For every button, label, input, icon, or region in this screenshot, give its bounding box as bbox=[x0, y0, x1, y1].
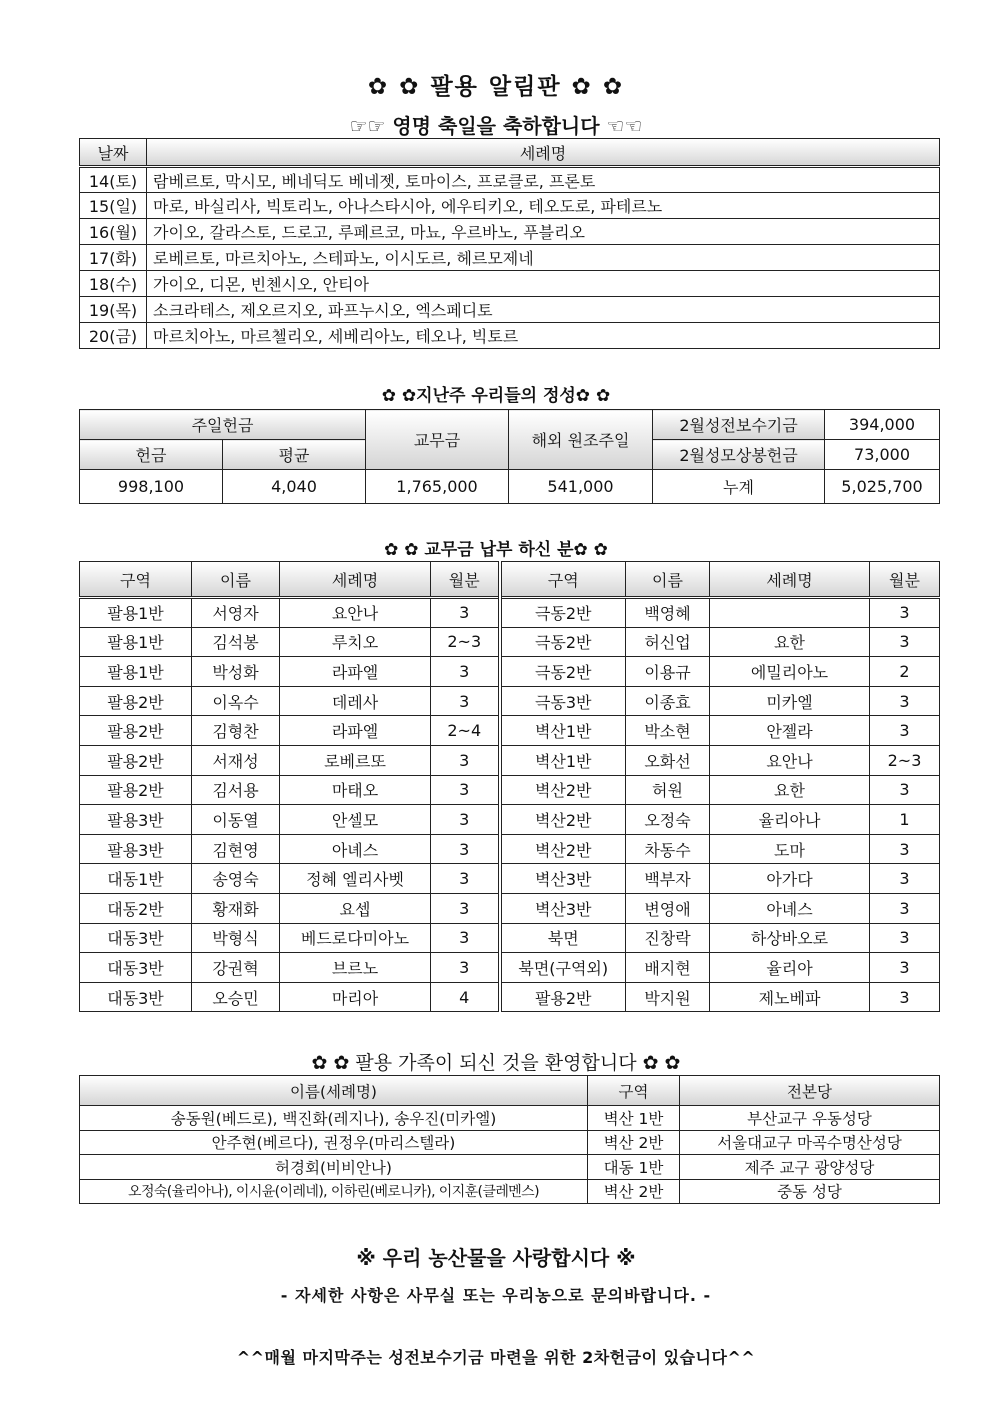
total-value: 5,025,700 bbox=[825, 470, 940, 504]
payer-name: 이용규 bbox=[626, 657, 710, 687]
payer-row bbox=[80, 775, 940, 805]
payer-row bbox=[80, 953, 940, 983]
payer-baptismal-name: 요안나 bbox=[710, 745, 870, 775]
payer-baptismal-name: 율리아 bbox=[710, 953, 870, 983]
payer-district: 팔용2반 bbox=[80, 745, 192, 775]
newcomer-names: 오정숙(율리아나), 이시윤(이레네), 이하린(베로니카), 이지훈(클레멘스) bbox=[80, 1179, 588, 1204]
payer-months: 2~3 bbox=[870, 745, 940, 775]
payer-district: 벽산2반 bbox=[500, 834, 626, 864]
notice-heading: ※ 우리 농산물을 사랑합시다 ※ bbox=[356, 1246, 636, 1270]
average-header: 평균 bbox=[223, 440, 366, 470]
payer-baptismal-name: 안셀모 bbox=[280, 805, 431, 835]
feast-row bbox=[80, 245, 940, 271]
notice-second-collection: ^^매월 마지막주는 성전보수기금 마련을 위한 2차헌금이 있습니다^^ bbox=[236, 1348, 756, 1367]
payer-name: 박소현 bbox=[626, 716, 710, 746]
feast-row bbox=[80, 323, 940, 349]
payer-months: 3 bbox=[431, 805, 500, 835]
payer-name: 김석봉 bbox=[192, 627, 280, 657]
payer-district: 대동2반 bbox=[80, 893, 192, 923]
payer-row bbox=[80, 627, 940, 657]
payers-header-5: 이름 bbox=[626, 562, 710, 598]
previous-parish: 서울대교구 마곡수명산성당 bbox=[680, 1130, 940, 1155]
average-value: 4,040 bbox=[223, 470, 366, 504]
payer-baptismal-name: 안젤라 bbox=[710, 716, 870, 746]
payer-months: 3 bbox=[870, 627, 940, 657]
payer-name: 김형찬 bbox=[192, 716, 280, 746]
payer-months: 2~3 bbox=[431, 627, 500, 657]
feast-names: 마르치아노, 마르첼리오, 세베리아노, 테오나, 빅토르 bbox=[147, 323, 940, 349]
payer-baptismal-name: 요한 bbox=[710, 627, 870, 657]
payer-row bbox=[80, 805, 940, 835]
payer-district: 팔용1반 bbox=[80, 627, 192, 657]
payer-row bbox=[80, 716, 940, 746]
baptismal-name-header: 세례명 bbox=[147, 139, 940, 167]
payer-months: 3 bbox=[870, 775, 940, 805]
welcome-row bbox=[80, 1106, 940, 1131]
payer-district: 대동1반 bbox=[80, 864, 192, 894]
payer-baptismal-name: 아녜스 bbox=[710, 893, 870, 923]
payer-months: 3 bbox=[870, 834, 940, 864]
payer-months: 3 bbox=[431, 923, 500, 953]
payer-baptismal-name: 베드로다미아노 bbox=[280, 923, 431, 953]
previous-parish: 부산교구 우동성당 bbox=[680, 1106, 940, 1131]
payer-months: 2 bbox=[870, 657, 940, 687]
payer-district: 극동2반 bbox=[500, 657, 626, 687]
payer-district: 팔용3반 bbox=[80, 805, 192, 835]
feast-names: 소크라테스, 제오르지오, 파프누시오, 엑스페디토 bbox=[147, 297, 940, 323]
payer-district: 벽산2반 bbox=[500, 805, 626, 835]
payer-baptismal-name: 정혜 엘리사벳 bbox=[280, 864, 431, 894]
payer-months: 3 bbox=[431, 686, 500, 716]
payer-baptismal-name: 하상바오로 bbox=[710, 923, 870, 953]
payer-name: 이옥수 bbox=[192, 686, 280, 716]
payer-months: 3 bbox=[431, 834, 500, 864]
payer-district: 팔용1반 bbox=[80, 598, 192, 628]
payer-row bbox=[80, 864, 940, 894]
payer-district: 벽산3반 bbox=[500, 864, 626, 894]
payer-baptismal-name: 도마 bbox=[710, 834, 870, 864]
payer-months: 3 bbox=[870, 982, 940, 1012]
payer-name: 박형식 bbox=[192, 923, 280, 953]
payer-months: 2~4 bbox=[431, 716, 500, 746]
offering-section-title: ✿ ✿지난주 우리들의 정성✿ ✿ bbox=[381, 386, 611, 406]
district-header: 구역 bbox=[588, 1076, 680, 1106]
payer-district: 대동3반 bbox=[80, 953, 192, 983]
payer-district: 극동2반 bbox=[500, 627, 626, 657]
payer-baptismal-name: 아가다 bbox=[710, 864, 870, 894]
payer-baptismal-name: 율리아나 bbox=[710, 805, 870, 835]
payer-district: 극동3반 bbox=[500, 686, 626, 716]
payer-district: 벽산1반 bbox=[500, 745, 626, 775]
payer-months: 1 bbox=[870, 805, 940, 835]
newcomer-district: 벽산 2반 bbox=[588, 1130, 680, 1155]
payer-months: 3 bbox=[431, 598, 500, 628]
feast-names: 가이오, 갈라스토, 드로고, 루페르코, 마뇨, 우르바노, 푸블리오 bbox=[147, 219, 940, 245]
parish-fee-header: 교무금 bbox=[366, 410, 509, 470]
payer-district: 북면 bbox=[500, 923, 626, 953]
payer-row bbox=[80, 923, 940, 953]
newcomer-names: 송동원(베드로), 백진화(레지나), 송우진(미카엘) bbox=[80, 1106, 588, 1131]
cash-header: 헌금 bbox=[80, 440, 223, 470]
feast-names: 마로, 바실리사, 빅토리노, 아나스타시아, 에우티키오, 테오도로, 파테르노 bbox=[147, 193, 940, 219]
offering-table bbox=[79, 409, 940, 504]
payer-district: 벽산1반 bbox=[500, 716, 626, 746]
payer-baptismal-name: 제노베파 bbox=[710, 982, 870, 1012]
payer-name: 변영애 bbox=[626, 893, 710, 923]
payer-name: 허신업 bbox=[626, 627, 710, 657]
payer-months: 3 bbox=[870, 953, 940, 983]
payer-months: 3 bbox=[431, 775, 500, 805]
date-header: 날짜 bbox=[80, 139, 147, 167]
payer-baptismal-name: 요한 bbox=[710, 775, 870, 805]
payer-district: 대동3반 bbox=[80, 982, 192, 1012]
payer-baptismal-name: 라파엘 bbox=[280, 657, 431, 687]
payer-months: 3 bbox=[431, 745, 500, 775]
payer-name: 이동열 bbox=[192, 805, 280, 835]
previous-parish: 제주 교구 광양성당 bbox=[680, 1155, 940, 1180]
total-label: 누계 bbox=[653, 470, 825, 504]
sunday-offering-header: 주일헌금 bbox=[80, 410, 366, 440]
payer-name: 차동수 bbox=[626, 834, 710, 864]
payer-months: 3 bbox=[870, 598, 940, 628]
feast-date: 16(월) bbox=[80, 219, 147, 245]
feast-names: 람베르토, 막시모, 베네딕도 베네젯, 토마이스, 프로클로, 프론토 bbox=[147, 167, 940, 193]
payer-row bbox=[80, 834, 940, 864]
payer-baptismal-name: 미카엘 bbox=[710, 686, 870, 716]
payer-name: 백영혜 bbox=[626, 598, 710, 628]
payer-months: 3 bbox=[870, 716, 940, 746]
feast-row bbox=[80, 219, 940, 245]
payer-district: 팔용2반 bbox=[80, 716, 192, 746]
payer-baptismal-name: 브르노 bbox=[280, 953, 431, 983]
payer-name: 진창락 bbox=[626, 923, 710, 953]
welcome-row bbox=[80, 1155, 940, 1180]
payer-name: 황재화 bbox=[192, 893, 280, 923]
payer-name: 강권혁 bbox=[192, 953, 280, 983]
payer-row bbox=[80, 598, 940, 628]
payers-header-7: 월분 bbox=[870, 562, 940, 598]
payer-months: 3 bbox=[870, 864, 940, 894]
payer-district: 팔용1반 bbox=[80, 657, 192, 687]
payer-baptismal-name: 요셉 bbox=[280, 893, 431, 923]
payer-name: 김서용 bbox=[192, 775, 280, 805]
payer-baptismal-name: 데레사 bbox=[280, 686, 431, 716]
payer-baptismal-name: 에밀리아노 bbox=[710, 657, 870, 687]
payers-header-1: 이름 bbox=[192, 562, 280, 598]
payer-baptismal-name: 아녜스 bbox=[280, 834, 431, 864]
payer-district: 팔용2반 bbox=[500, 982, 626, 1012]
payer-months: 3 bbox=[870, 923, 940, 953]
welcome-row bbox=[80, 1179, 940, 1204]
feast-row bbox=[80, 271, 940, 297]
feast-section-title: ☞☞ 영명 축일을 축하합니다 ☜☜ bbox=[349, 114, 643, 138]
feast-names: 로베르토, 마르치아노, 스테파노, 이시도르, 헤르모제네 bbox=[147, 245, 940, 271]
payer-baptismal-name: 요안나 bbox=[280, 598, 431, 628]
feast-date: 18(수) bbox=[80, 271, 147, 297]
payer-row bbox=[80, 745, 940, 775]
payer-months: 3 bbox=[870, 686, 940, 716]
payers-header-4: 구역 bbox=[500, 562, 626, 598]
feast-row bbox=[80, 193, 940, 219]
payer-months: 3 bbox=[431, 953, 500, 983]
payer-months: 3 bbox=[431, 864, 500, 894]
payers-header-3: 월분 bbox=[431, 562, 500, 598]
payer-months: 3 bbox=[431, 657, 500, 687]
payer-months: 3 bbox=[431, 893, 500, 923]
feast-date: 15(일) bbox=[80, 193, 147, 219]
payer-name: 송영숙 bbox=[192, 864, 280, 894]
feast-row bbox=[80, 297, 940, 323]
page-title: ✿ ✿ 팔용 알림판 ✿ ✿ bbox=[367, 74, 625, 100]
payer-row bbox=[80, 982, 940, 1012]
name-header: 이름(세례명) bbox=[80, 1076, 588, 1106]
payers-section-title: ✿ ✿ 교무금 납부 하신 분✿ ✿ bbox=[384, 540, 608, 560]
gift-value: 73,000 bbox=[825, 440, 940, 470]
payer-row bbox=[80, 686, 940, 716]
feast-row bbox=[80, 167, 940, 193]
cash-value: 998,100 bbox=[80, 470, 223, 504]
payer-name: 백부자 bbox=[626, 864, 710, 894]
payer-row bbox=[80, 657, 940, 687]
payer-name: 박지원 bbox=[626, 982, 710, 1012]
payer-name: 서영자 bbox=[192, 598, 280, 628]
overseas-aid-header: 해외 원조주일 bbox=[509, 410, 653, 470]
payers-header-2: 세례명 bbox=[280, 562, 431, 598]
payer-baptismal-name bbox=[710, 598, 870, 628]
payers-header-0: 구역 bbox=[80, 562, 192, 598]
payer-baptismal-name: 마리아 bbox=[280, 982, 431, 1012]
previous-parish-header: 전본당 bbox=[680, 1076, 940, 1106]
fund-label: 2월성전보수기금 bbox=[653, 410, 825, 440]
newcomer-names: 허경회(비비안나) bbox=[80, 1155, 588, 1180]
payer-name: 서재성 bbox=[192, 745, 280, 775]
parish-fee-payers-table bbox=[79, 561, 940, 1012]
payer-district: 벽산2반 bbox=[500, 775, 626, 805]
payer-district: 대동3반 bbox=[80, 923, 192, 953]
payer-row bbox=[80, 893, 940, 923]
payer-district: 극동2반 bbox=[500, 598, 626, 628]
previous-parish: 중동 성당 bbox=[680, 1179, 940, 1204]
payer-name: 오화선 bbox=[626, 745, 710, 775]
payer-name: 배지현 bbox=[626, 953, 710, 983]
payer-district: 북면(구역외) bbox=[500, 953, 626, 983]
welcome-section-title: ✿ ✿ 팔용 가족이 되신 것을 환영합니다 ✿ ✿ bbox=[311, 1052, 681, 1074]
payer-district: 팔용2반 bbox=[80, 775, 192, 805]
feast-date: 19(목) bbox=[80, 297, 147, 323]
payer-district: 팔용2반 bbox=[80, 686, 192, 716]
feast-names: 가이오, 디몬, 빈첸시오, 안티아 bbox=[147, 271, 940, 297]
notice-contact: - 자세한 사항은 사무실 또는 우리농으로 문의바랍니다. - bbox=[280, 1286, 712, 1305]
overseas-aid-value: 541,000 bbox=[509, 470, 653, 504]
payer-baptismal-name: 라파엘 bbox=[280, 716, 431, 746]
payer-months: 4 bbox=[431, 982, 500, 1012]
payer-name: 박성화 bbox=[192, 657, 280, 687]
newcomer-names: 안주현(베르다), 권정우(마리스텔라) bbox=[80, 1130, 588, 1155]
payer-district: 팔용3반 bbox=[80, 834, 192, 864]
payer-name: 오승민 bbox=[192, 982, 280, 1012]
feast-date: 20(금) bbox=[80, 323, 147, 349]
payer-baptismal-name: 로베르또 bbox=[280, 745, 431, 775]
payer-baptismal-name: 루치오 bbox=[280, 627, 431, 657]
feast-date: 14(토) bbox=[80, 167, 147, 193]
payer-name: 허원 bbox=[626, 775, 710, 805]
feast-day-table bbox=[79, 138, 940, 349]
payer-name: 이종효 bbox=[626, 686, 710, 716]
feast-date: 17(화) bbox=[80, 245, 147, 271]
newcomer-district: 대동 1반 bbox=[588, 1155, 680, 1180]
welcome-row bbox=[80, 1130, 940, 1155]
newcomer-district: 벽산 1반 bbox=[588, 1106, 680, 1131]
payer-baptismal-name: 마태오 bbox=[280, 775, 431, 805]
payer-district: 벽산3반 bbox=[500, 893, 626, 923]
newcomer-district: 벽산 2반 bbox=[588, 1179, 680, 1204]
welcome-table bbox=[79, 1075, 940, 1204]
payer-name: 오정숙 bbox=[626, 805, 710, 835]
gift-label: 2월성모상봉헌금 bbox=[653, 440, 825, 470]
parish-fee-value: 1,765,000 bbox=[366, 470, 509, 504]
payer-months: 3 bbox=[870, 893, 940, 923]
payers-header-6: 세례명 bbox=[710, 562, 870, 598]
fund-value: 394,000 bbox=[825, 410, 940, 440]
payer-name: 김현영 bbox=[192, 834, 280, 864]
